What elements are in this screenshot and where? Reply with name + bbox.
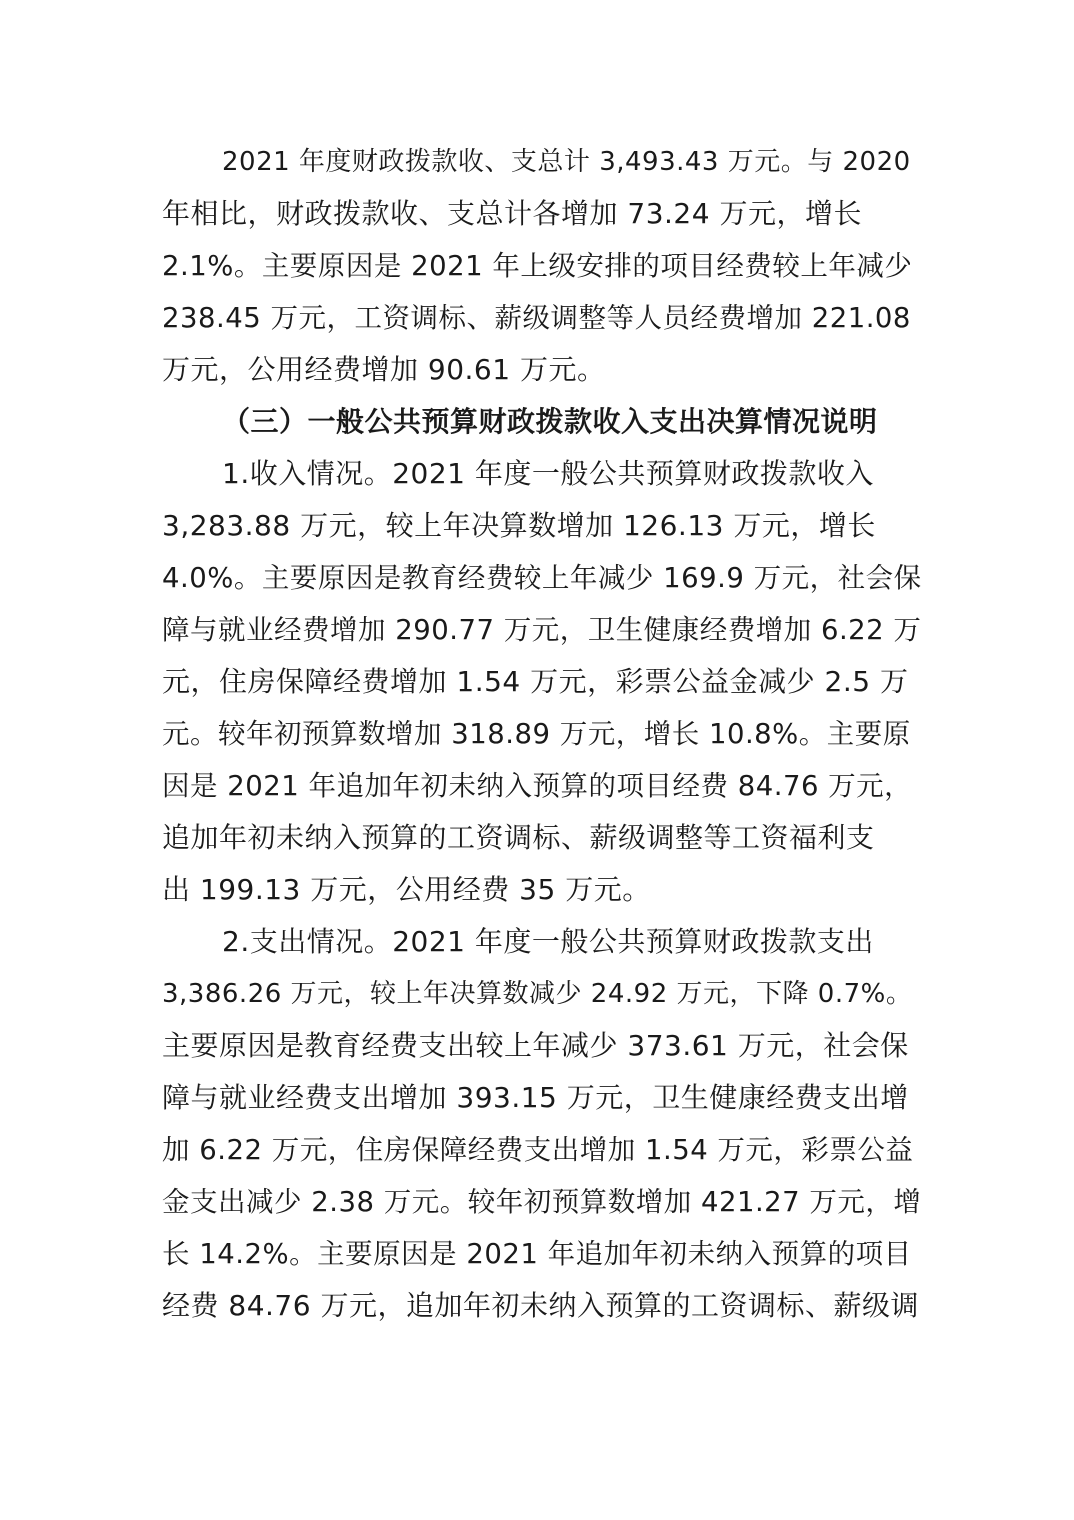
paragraph-3-line-7: 长 14.2%。主要原因是 2021 年追加年初未纳入预算的项目	[162, 1238, 912, 1270]
paragraph-2-line-4: 障与就业经费增加 290.77 万元，卫生健康经费增加 6.22 万	[162, 614, 922, 646]
paragraph-1-line-5: 万元，公用经费增加 90.61 万元。	[162, 353, 606, 386]
paragraph-2-line-1: 1.收入情况。2021 年度一般公共预算财政拨款收入	[222, 457, 874, 490]
paragraph-1-line-1: 2021 年度财政拨款收、支总计 3,493.43 万元。与 2020	[222, 147, 911, 177]
paragraph-3-line-3: 主要原因是教育经费支出较上年减少 373.61 万元，社会保	[162, 1029, 909, 1062]
paragraph-3-line-1: 2.支出情况。2021 年度一般公共预算财政拨款支出	[222, 925, 874, 958]
paragraph-3-line-8: 经费 84.76 万元，追加年初未纳入预算的工资调标、薪级调	[162, 1289, 919, 1322]
paragraph-2-line-5: 元，住房保障经费增加 1.54 万元，彩票公益金减少 2.5 万	[162, 665, 909, 698]
paragraph-1-line-4: 238.45 万元，工资调标、薪级调整等人员经费增加 221.08	[162, 302, 911, 334]
paragraph-2-line-8: 追加年初未纳入预算的工资调标、薪级调整等工资福利支	[162, 821, 875, 854]
paragraph-1-line-2: 年相比，财政拨款收、支总计各增加 73.24 万元，增长	[162, 197, 862, 230]
paragraph-2-line-2: 3,283.88 万元，较上年决算数增加 126.13 万元，增长	[162, 509, 876, 542]
paragraph-2-line-3: 4.0%。主要原因是教育经费较上年减少 169.9 万元，社会保	[162, 562, 922, 594]
paragraph-3-line-5: 加 6.22 万元，住房保障经费支出增加 1.54 万元，彩票公益	[162, 1134, 914, 1166]
paragraph-3-line-2: 3,386.26 万元，较上年决算数减少 24.92 万元，下降 0.7%。	[162, 979, 913, 1009]
paragraph-3-line-6: 金支出减少 2.38 万元。较年初预算数增加 421.27 万元，增	[162, 1186, 922, 1218]
paragraph-1-line-3: 2.1%。主要原因是 2021 年上级安排的项目经费较上年减少	[162, 250, 913, 282]
paragraph-2-line-6: 元。较年初预算数增加 318.89 万元，增长 10.8%。主要原	[162, 718, 911, 750]
section-heading: （三）一般公共预算财政拨款收入支出决算情况说明	[222, 405, 878, 438]
paragraph-3-line-4: 障与就业经费支出增加 393.15 万元，卫生健康经费支出增	[162, 1081, 909, 1114]
paragraph-2-line-7: 因是 2021 年追加年初未纳入预算的项目经费 84.76 万元，	[162, 770, 913, 802]
paragraph-2-line-9: 出 199.13 万元，公用经费 35 万元。	[162, 873, 651, 906]
